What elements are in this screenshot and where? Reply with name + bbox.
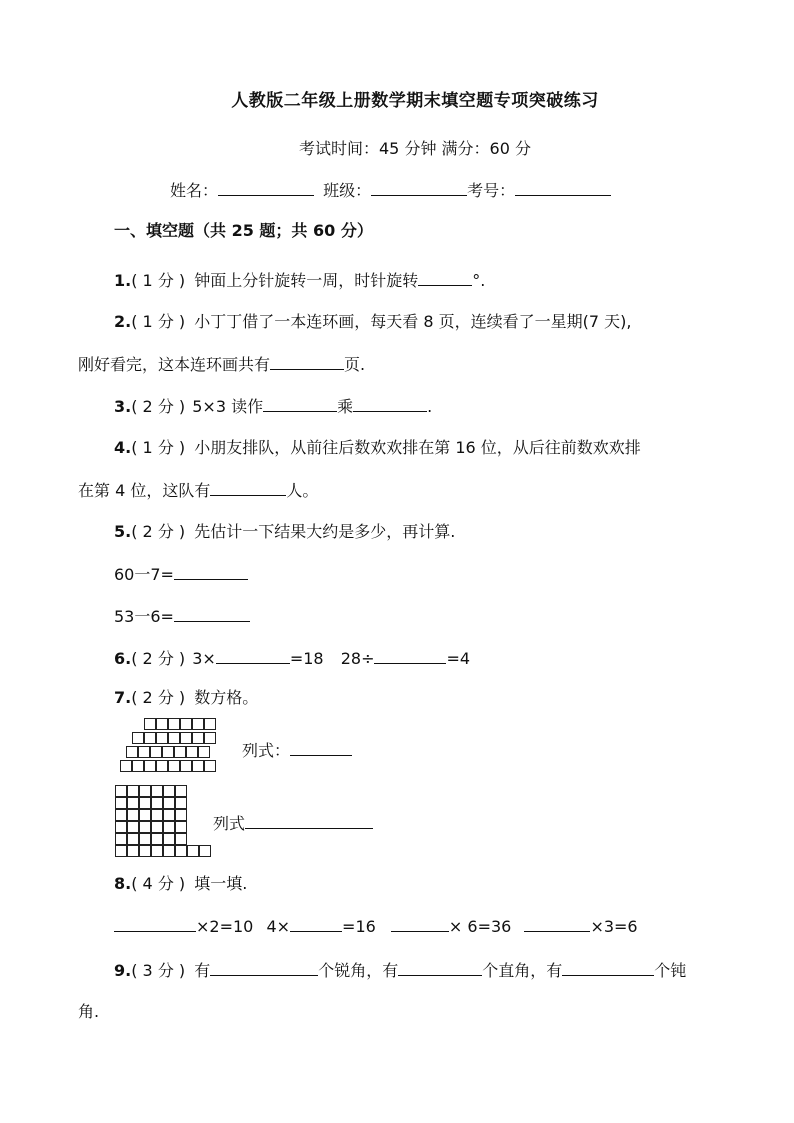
grid-square (132, 732, 144, 744)
grid-square (151, 797, 163, 809)
grid-square (163, 845, 175, 857)
expression: 28÷ (340, 649, 375, 668)
question-score: ( 2 分 ) (131, 688, 186, 707)
question-score: ( 1 分 ) (131, 438, 186, 457)
grid-square (151, 785, 163, 797)
answer-blank[interactable] (418, 270, 472, 286)
question-score: ( 4 分 ) (131, 874, 186, 893)
answer-blank[interactable] (398, 960, 482, 976)
question-score: ( 3 分 ) (131, 961, 186, 980)
grid-square (127, 785, 139, 797)
answer-blank[interactable] (210, 480, 286, 496)
question-9-line2 (78, 1002, 99, 1022)
section-title: 一、填空题（共 25 题；共 60 分） (114, 221, 373, 240)
expression: 60一7= (114, 565, 174, 584)
grid-1-answer (242, 738, 352, 761)
question-score: ( 1 分 ) (131, 271, 186, 290)
grid-square (115, 833, 127, 845)
grid-square (120, 760, 132, 772)
expression: 53一6= (114, 607, 174, 626)
question-text: 钟面上分针旋转一周，时针旋转 (194, 271, 419, 290)
grid-square (156, 718, 168, 730)
grid-square (163, 785, 175, 797)
grid-square (175, 833, 187, 845)
answer-blank[interactable] (210, 960, 318, 976)
grid-2-answer (213, 811, 373, 834)
question-number: 2. (114, 312, 132, 331)
answer-blank[interactable] (524, 916, 590, 932)
number-label: 考号： (467, 181, 516, 200)
grid-square (162, 746, 174, 758)
grid-square (180, 760, 192, 772)
student-info-row (170, 178, 611, 201)
question-6 (114, 648, 470, 669)
question-5 (114, 522, 455, 542)
grid-square (168, 760, 180, 772)
grid-square (175, 845, 187, 857)
answer-blank[interactable] (562, 960, 654, 976)
grid-square (151, 821, 163, 833)
question-score: ( 1 分 ) (131, 312, 186, 331)
grid-square (144, 718, 156, 730)
answer-blank[interactable] (290, 916, 342, 932)
question-text: 角. (78, 1002, 100, 1021)
grid-square (150, 746, 162, 758)
grid-square (187, 845, 199, 857)
question-score: ( 2 分 ) (131, 649, 186, 668)
grid-square (151, 845, 163, 857)
grid-square (151, 833, 163, 845)
grid-square (156, 760, 168, 772)
grid-square (204, 760, 216, 772)
question-text: 5×3 读作 (192, 397, 264, 416)
question-number: 5. (114, 522, 132, 541)
grid-square (180, 732, 192, 744)
number-blank[interactable] (515, 180, 611, 196)
grid-square (127, 821, 139, 833)
question-text: 个直角，有 (482, 961, 563, 980)
grid-square (144, 760, 156, 772)
grid-square (163, 821, 175, 833)
grid-square (127, 797, 139, 809)
question-number: 6. (114, 649, 132, 668)
grid-square (175, 785, 187, 797)
answer-blank[interactable] (174, 564, 248, 580)
name-label: 姓名： (170, 181, 219, 200)
formula-label: 列式 (213, 814, 246, 833)
question-text: 先估计一下结果大约是多少，再计算. (194, 522, 456, 541)
grid-square (138, 746, 150, 758)
grid-square (198, 746, 210, 758)
grid-square (127, 809, 139, 821)
answer-blank[interactable] (114, 916, 196, 932)
answer-blank[interactable] (353, 396, 427, 412)
question-score: ( 2 分 ) (131, 397, 186, 416)
question-text: 在第 4 位，这队有 (78, 481, 211, 500)
grid-square (168, 732, 180, 744)
question-text: . (427, 397, 433, 416)
answer-blank[interactable] (290, 740, 352, 756)
question-5-expr1 (114, 564, 248, 585)
question-score: ( 2 分 ) (131, 522, 186, 541)
grid-square (156, 732, 168, 744)
question-text: 小朋友排队，从前往后数欢欢排在第 16 位，从后往前数欢欢排 (194, 438, 641, 457)
question-text: 刚好看完，这本连环画共有 (78, 355, 271, 374)
grid-square (192, 760, 204, 772)
question-2 (114, 312, 631, 332)
question-number: 1. (114, 271, 132, 290)
question-4-line2 (78, 480, 318, 501)
grid-figure-1 (120, 718, 220, 774)
question-text: 人。 (286, 481, 319, 500)
answer-blank[interactable] (245, 813, 373, 829)
grid-square (115, 797, 127, 809)
grid-square (204, 732, 216, 744)
question-text: 乘 (337, 397, 354, 416)
grid-square (168, 718, 180, 730)
grid-square (144, 732, 156, 744)
grid-square (139, 809, 151, 821)
question-text: 填一填. (194, 874, 248, 893)
question-5-expr2 (114, 606, 250, 627)
question-text: 小丁丁借了一本连环画，每天看 8 页，连续看了一星期(7 天), (194, 312, 632, 331)
grid-square (175, 809, 187, 821)
grid-square (151, 809, 163, 821)
question-2-line2 (78, 354, 365, 375)
grid-square (186, 746, 198, 758)
expression: × 6=36 (448, 917, 512, 936)
grid-square (192, 732, 204, 744)
grid-square (126, 746, 138, 758)
grid-square (127, 845, 139, 857)
expression: ×3=6 (590, 917, 638, 936)
grid-square (204, 718, 216, 730)
question-7 (114, 688, 258, 708)
grid-square (139, 797, 151, 809)
question-number: 3. (114, 397, 132, 416)
question-number: 7. (114, 688, 132, 707)
class-blank[interactable] (371, 180, 467, 196)
question-8 (114, 874, 247, 894)
grid-square (139, 785, 151, 797)
grid-square (163, 797, 175, 809)
page-title: 人教版二年级上册数学期末填空题专项突破练习 (231, 91, 599, 111)
grid-square (175, 797, 187, 809)
question-text: °. (472, 271, 486, 290)
grid-square (163, 809, 175, 821)
answer-blank[interactable] (270, 354, 344, 370)
grid-square (163, 833, 175, 845)
expression: =4 (446, 649, 471, 668)
answer-blank[interactable] (391, 916, 449, 932)
question-4 (114, 438, 641, 458)
answer-blank[interactable] (263, 396, 337, 412)
question-text: 数方格。 (194, 688, 259, 707)
question-8-expressions (114, 916, 638, 937)
expression: =16 (342, 917, 376, 936)
formula-label: 列式： (242, 741, 291, 760)
answer-blank[interactable] (374, 648, 446, 664)
question-number: 4. (114, 438, 132, 457)
grid-figure-2 (115, 785, 210, 855)
grid-square (139, 833, 151, 845)
question-text: 个钝 (654, 961, 687, 980)
question-1 (114, 270, 485, 291)
question-3 (114, 396, 432, 417)
grid-square (115, 821, 127, 833)
class-label: 班级： (323, 181, 372, 200)
expression: 3× (192, 649, 216, 668)
name-blank[interactable] (218, 180, 314, 196)
question-number: 9. (114, 961, 132, 980)
expression: ×2=10 (196, 917, 254, 936)
grid-square (175, 821, 187, 833)
grid-square (174, 746, 186, 758)
question-text: 个锐角，有 (318, 961, 399, 980)
grid-square (127, 833, 139, 845)
question-text: 有 (194, 961, 211, 980)
grid-square (115, 845, 127, 857)
grid-square (132, 760, 144, 772)
grid-square (115, 785, 127, 797)
grid-square (139, 845, 151, 857)
answer-blank[interactable] (174, 606, 250, 622)
question-text: 页. (344, 355, 366, 374)
grid-square (192, 718, 204, 730)
question-number: 8. (114, 874, 132, 893)
grid-square (180, 718, 192, 730)
exam-info: 考试时间：45 分钟 满分：60 分 (299, 139, 531, 158)
question-9 (114, 960, 686, 981)
grid-square (199, 845, 211, 857)
expression: =18 (289, 649, 324, 668)
grid-square (139, 821, 151, 833)
grid-square (115, 809, 127, 821)
answer-blank[interactable] (216, 648, 290, 664)
expression: 4× (266, 917, 291, 936)
